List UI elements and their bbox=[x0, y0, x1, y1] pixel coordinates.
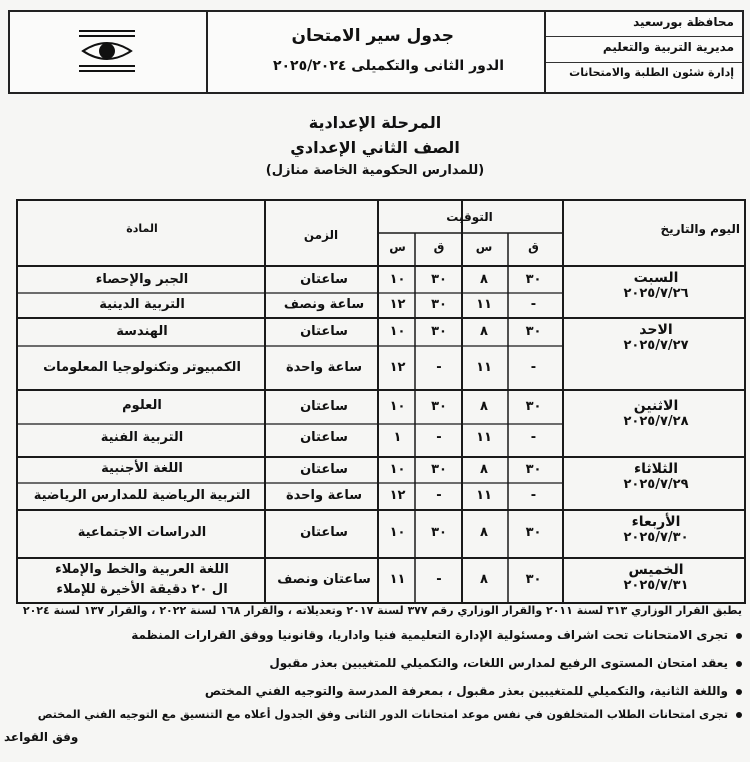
subject-cell: التربية الفنية bbox=[100, 430, 184, 445]
grade-heading: الصف الثاني الإعدادي bbox=[290, 138, 460, 157]
end-hour: ١٠ bbox=[389, 525, 406, 540]
note-text: يعقد امتحان المستوى الرفيع لمدارس اللغات، والتكميلي للمتغيبين بعذر مقبول bbox=[269, 656, 728, 670]
day-name: السبت bbox=[633, 270, 679, 286]
start-hour: ٨ bbox=[480, 462, 488, 477]
start-minute: - bbox=[530, 488, 537, 503]
subject-cell: الجبر والإحصاء bbox=[95, 272, 189, 287]
subject-cell: الدراسات الاجتماعية bbox=[77, 525, 207, 540]
note-text: يطبق القرار الوزاري ٣١٣ لسنة ٢٠١١ والقرار الوزاري رقم ٣٧٧ لسنة ٢٠١٧ وتعديلاته ، والقرار ١٦٨ لسنة ٢٠٢٢ ، والقرار ١٣٧ لسنة ٢٠٢٤ bbox=[22, 604, 742, 617]
start-hour: ٨ bbox=[480, 324, 488, 339]
end-minute: - bbox=[436, 430, 442, 445]
subject-cell: التربية الدينية bbox=[99, 297, 185, 312]
end-minute: ٣٠ bbox=[431, 399, 447, 414]
col-time-header: الزمن bbox=[303, 228, 339, 242]
day-cell bbox=[566, 461, 746, 492]
col-day-header: اليوم والتاريخ bbox=[660, 222, 740, 236]
start-hour: ١١ bbox=[476, 430, 492, 445]
end-minute: ٣٠ bbox=[431, 272, 447, 287]
start-hour: ١١ bbox=[476, 297, 492, 312]
duration-cell: ساعتان bbox=[300, 430, 348, 445]
start-minute: - bbox=[530, 430, 537, 445]
bullet-icon bbox=[736, 661, 742, 667]
day-name: الأربعاء bbox=[631, 514, 681, 530]
subject-cell: الهندسة bbox=[116, 324, 168, 339]
col-timing-header: التوقيت bbox=[446, 210, 493, 224]
end-hour: ١٢ bbox=[389, 488, 406, 503]
note-text: تجرى الامتحانات تحت اشراف ومسئولية الإدارة التعليمية فنيا واداريا، وقانونيا ووفق القرارات المنظمة bbox=[131, 628, 728, 642]
day-date: ٢٠٢٥/٧/٢٨ bbox=[623, 414, 689, 429]
start-minute: - bbox=[530, 297, 537, 312]
end-minute: ٣٠ bbox=[431, 462, 447, 477]
start-hour: ٨ bbox=[480, 272, 488, 287]
start-hour: ١١ bbox=[476, 488, 492, 503]
day-date: ٢٠٢٥/٧/٢٦ bbox=[623, 286, 689, 301]
duration-cell: ساعتان bbox=[300, 462, 348, 477]
day-cell bbox=[566, 322, 746, 353]
note-line bbox=[269, 656, 742, 670]
end-minute: ٣٠ bbox=[431, 525, 447, 540]
duration-cell: ساعة واحدة bbox=[285, 360, 363, 375]
col-subject-header: المادة bbox=[126, 222, 158, 235]
end-minute: ٣٠ bbox=[431, 297, 447, 312]
note-line bbox=[38, 708, 742, 721]
stage-heading: المرحلة الإعدادية bbox=[308, 113, 442, 132]
day-date: ٢٠٢٥/٧/٢٩ bbox=[623, 477, 689, 492]
end-hour: ١ bbox=[393, 430, 402, 445]
day-cell bbox=[566, 562, 746, 593]
subject-cell: العلوم bbox=[122, 398, 162, 413]
duration-cell: ساعتان bbox=[300, 272, 348, 287]
day-cell bbox=[566, 270, 746, 301]
end-hour: ١١ bbox=[389, 572, 406, 587]
end-minute: - bbox=[436, 360, 442, 375]
subject-cell: الكمبيوتر وتكنولوجيا المعلومات bbox=[43, 360, 241, 375]
start-minute: - bbox=[530, 360, 537, 375]
sub-header-q: ق bbox=[433, 240, 445, 254]
note-text: وفق القواعد bbox=[4, 730, 79, 744]
day-date: ٢٠٢٥/٧/٣١ bbox=[623, 578, 689, 593]
day-date: ٢٠٢٥/٧/٢٧ bbox=[623, 338, 689, 353]
duration-cell: ساعتان ونصف bbox=[277, 572, 371, 587]
page-subtitle: الدور الثانى والتكميلى ٢٠٢٥/٢٠٢٤ bbox=[272, 58, 504, 74]
start-hour: ٨ bbox=[480, 399, 488, 414]
start-minute: ٣٠ bbox=[525, 399, 542, 414]
day-cell bbox=[566, 514, 746, 545]
bullet-icon bbox=[736, 712, 742, 718]
schools-heading: (للمدارس الحكومية الخاصة منازل) bbox=[265, 163, 485, 178]
end-minute: ٣٠ bbox=[431, 324, 447, 339]
start-hour: ٨ bbox=[480, 525, 488, 540]
day-name: الثلاثاء bbox=[633, 461, 679, 477]
note-line bbox=[205, 684, 742, 698]
day-date: ٢٠٢٥/٧/٣٠ bbox=[623, 530, 689, 545]
end-hour: ١٠ bbox=[389, 324, 406, 339]
end-minute: - bbox=[436, 572, 442, 587]
duration-cell: ساعتان bbox=[300, 525, 348, 540]
duration-cell: ساعة واحدة bbox=[285, 488, 363, 503]
duration-cell: ساعة ونصف bbox=[283, 297, 365, 312]
start-hour: ٨ bbox=[480, 572, 488, 587]
start-hour: ١١ bbox=[476, 360, 492, 375]
start-minute: ٣٠ bbox=[525, 572, 542, 587]
agency-directorate: مديرية التربية والتعليم bbox=[602, 40, 734, 54]
note-line bbox=[23, 604, 742, 617]
day-name: الخميس bbox=[628, 562, 684, 578]
subject-note: ال ٢٠ دقيقة الأخيرة للإملاء bbox=[56, 582, 228, 597]
end-hour: ١٠ bbox=[389, 272, 406, 287]
end-hour: ١٢ bbox=[389, 297, 406, 312]
start-minute: ٣٠ bbox=[525, 462, 542, 477]
note-text: واللغة الثانية، والتكميلي للمتغيبين بعذر مقبول ، بمعرفة المدرسة والتوجيه الفني المختص bbox=[204, 684, 728, 698]
start-minute: ٣٠ bbox=[525, 525, 542, 540]
duration-cell: ساعتان bbox=[300, 399, 348, 414]
subject-cell: اللغة العربية والخط والإملاء bbox=[55, 562, 229, 577]
duration-cell: ساعتان bbox=[300, 324, 348, 339]
sub-header-q: ق bbox=[528, 240, 539, 254]
note-line bbox=[131, 628, 742, 642]
note-line bbox=[4, 730, 78, 744]
day-name: الاثنين bbox=[633, 398, 679, 414]
bullet-icon bbox=[736, 689, 742, 695]
start-minute: ٣٠ bbox=[525, 272, 542, 287]
end-hour: ١٢ bbox=[389, 360, 406, 375]
end-hour: ١٠ bbox=[389, 462, 406, 477]
sub-header-s: س bbox=[389, 240, 406, 254]
day-name: الاحد bbox=[639, 322, 673, 338]
day-cell bbox=[566, 398, 746, 429]
agency-governorate: محافظة بورسعيد bbox=[633, 15, 734, 29]
start-minute: ٣٠ bbox=[525, 324, 542, 339]
bullet-icon bbox=[736, 633, 742, 639]
end-minute: - bbox=[436, 488, 442, 503]
sub-header-s: س bbox=[475, 240, 493, 254]
agency-department: إدارة شئون الطلبة والامتحانات bbox=[569, 66, 734, 79]
subject-cell: اللغة الأجنبية bbox=[101, 461, 183, 476]
note-text: تجرى امتحانات الطلاب المتخلفون في نفس موعد امتحانات الدور الثانى وفق الجدول أعلاه مع التنسيق مع التوجيه الفني المختص bbox=[37, 708, 728, 721]
page-title: جدول سير الامتحان bbox=[291, 26, 454, 46]
end-hour: ١٠ bbox=[389, 399, 406, 414]
subject-cell: التربية الرياضية للمدارس الرياضية bbox=[33, 488, 251, 503]
